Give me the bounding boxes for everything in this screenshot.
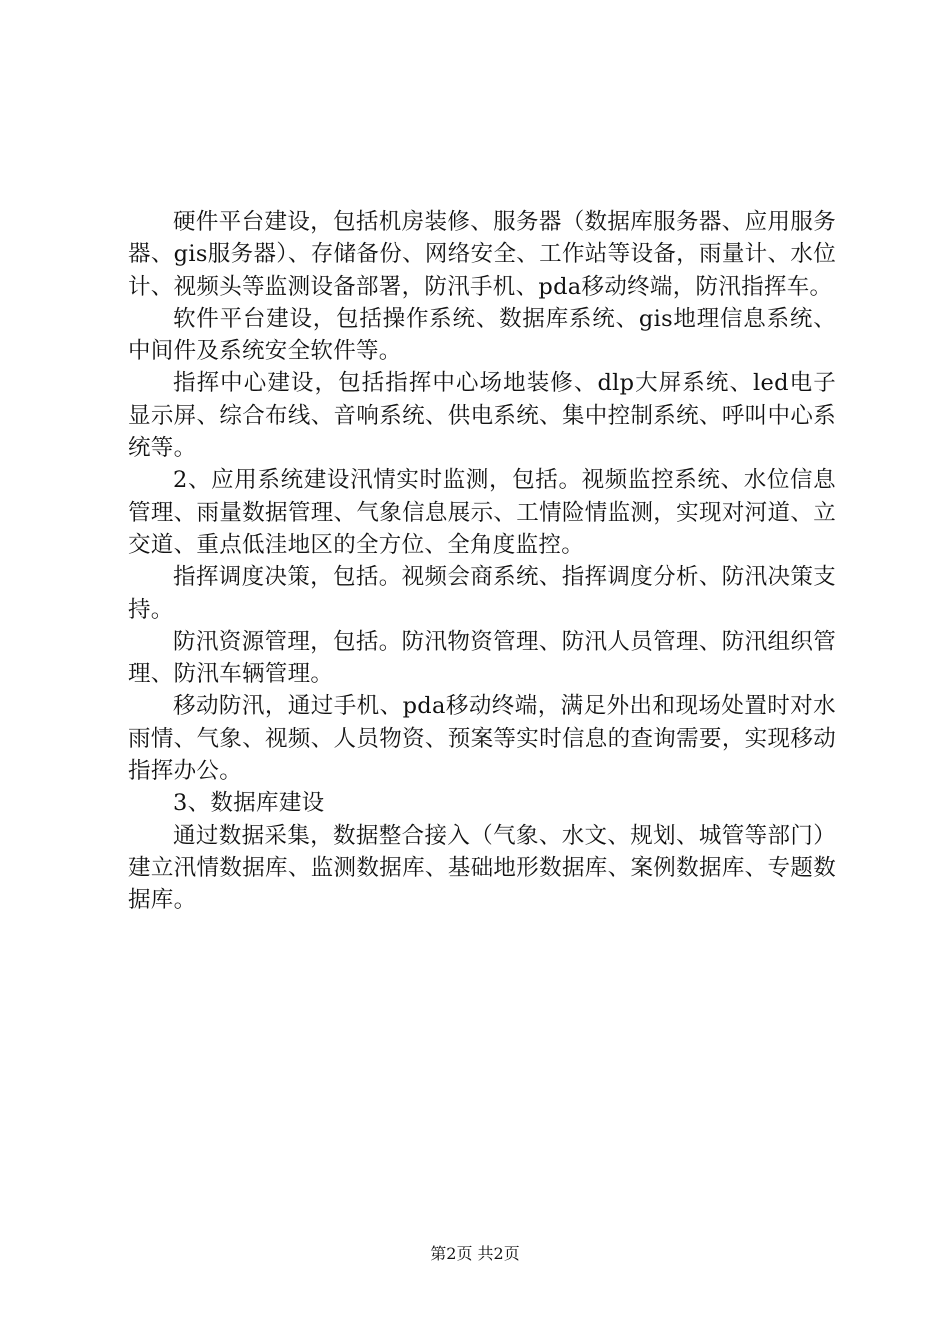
paragraph-database-construction: 通过数据采集，数据整合接入（气象、水文、规划、城管等部门）建立汛情数据库、监测数据库、基础地形数据库、案例数据库、专题数据库。 [128, 822, 836, 914]
paragraph-resource-management: 防汛资源管理，包括。防汛物资管理、防汛人员管理、防汛组织管理、防汛车辆管理。 [128, 628, 836, 688]
section-heading-database: 3、数据库建设 [173, 790, 325, 817]
page-number-footer: 第2页 共2页 [430, 1244, 520, 1263]
paragraph-hardware-platform: 硬件平台建设，包括机房装修、服务器（数据库服务器、应用服务器、gis服务器）、存储备份、网络安全、工作站等设备，雨量计、水位计、视频头等监测设备部署，防汛手机、pda移动终端，防汛指挥车。 [128, 209, 836, 300]
paragraph-dispatch-decision: 指挥调度决策，包括。视频会商系统、指挥调度分析、防汛决策支持。 [128, 564, 836, 623]
paragraph-application-system: 2、应用系统建设汛情实时监测，包括。视频监控系统、水位信息管理、雨量数据管理、气象信息展示、工情险情监测，实现对河道、立交道、重点低洼地区的全方位、全角度监控。 [128, 467, 836, 558]
paragraph-software-platform: 软件平台建设，包括操作系统、数据库系统、gis地理信息系统、中间件及系统安全软件等。 [128, 305, 836, 365]
paragraph-mobile-flood-control: 移动防汛，通过手机、pda移动终端，满足外出和现场处置时对水雨情、气象、视频、人员物资、预案等实时信息的查询需要，实现移动指挥办公。 [128, 693, 836, 785]
paragraph-command-center: 指挥中心建设，包括指挥中心场地装修、dlp大屏系统、led电子显示屏、综合布线、音响系统、供电系统、集中控制系统、呼叫中心系统等。 [128, 370, 836, 462]
document-body [128, 206, 836, 917]
